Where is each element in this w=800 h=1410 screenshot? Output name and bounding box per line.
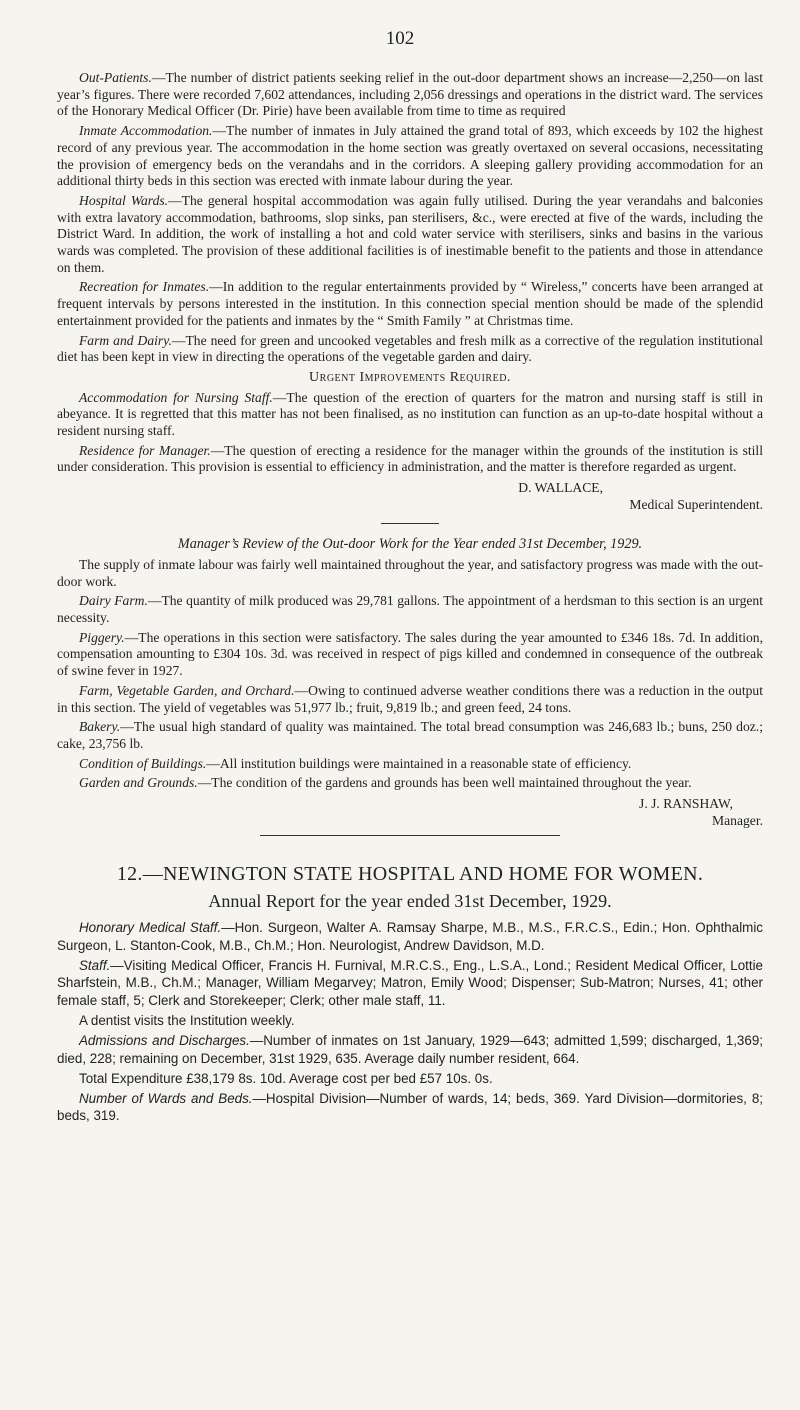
paragraph-heading: Number of Wards and Beds. bbox=[79, 1091, 253, 1107]
paragraph-text: —The number of inmates in July attained the grand total of 893, which exceeds by 102 the highest record of any previous year. The accommodation in the home section was greatly overtaxed on several occasions, necessitating the provision of emergency beds on the verandahs and in the corridors. A sleeping gallery providing accommodation for an additional thirty beds in this section was erected with inmate labour during the year. bbox=[57, 123, 763, 189]
paragraph bbox=[57, 193, 763, 277]
paragraph-text: —All institution buildings were maintained in a reasonable state of efficiency. bbox=[206, 755, 632, 771]
paragraph bbox=[57, 390, 763, 440]
report-part-d bbox=[57, 919, 763, 1124]
paragraph bbox=[57, 957, 763, 1009]
signatory-name: D. WALLACE, bbox=[518, 480, 603, 496]
paragraph-text: —Owing to continued adverse weather conditions there was a reduction in the output in this section. The yield of vegetables was 51,977 lb.; fruit, 9,819 lb.; and green feed, 24 tons. bbox=[57, 682, 763, 715]
signatory-title: Manager. bbox=[712, 813, 763, 829]
paragraph bbox=[57, 775, 763, 792]
paragraph bbox=[57, 919, 763, 954]
paragraph bbox=[57, 1070, 763, 1087]
paragraph bbox=[57, 443, 763, 476]
paragraph-text: —The question of the erection of quarters for the matron and nursing staff is still in abeyance. It is regretted that this matter has not been finalised, as no institution can function as an up-to-date hospital without a resident nursing staff. bbox=[57, 389, 763, 439]
paragraph bbox=[57, 630, 763, 680]
signatory-name: J. J. RANSHAW, bbox=[639, 796, 733, 812]
paragraph bbox=[57, 1012, 763, 1029]
paragraph bbox=[57, 123, 763, 190]
paragraph-heading: Honorary Medical Staff. bbox=[79, 920, 222, 936]
paragraph-text: —The general hospital accommodation was again fully utilised. During the year verandahs and balconies with extra lavatory accommodation, bathrooms, slop sinks, pan sterilisers, &c., were erected at five of the wards, including the District Ward. In addition, the work of installing a hot and cold water service with sterilisers, sinks and basins in the various wards was completed. The provision of these additional facilities is of inestimable benefit to the patients and those in attendance on them. bbox=[57, 192, 763, 275]
paragraph bbox=[57, 70, 763, 120]
paragraph bbox=[57, 1090, 763, 1125]
paragraph-heading: Residence for Manager. bbox=[79, 442, 211, 458]
paragraph-heading: Piggery. bbox=[79, 629, 125, 645]
paragraph-heading: Condition of Buildings. bbox=[79, 755, 207, 771]
paragraph-heading: Dairy Farm. bbox=[79, 593, 148, 609]
paragraph-text: Total Expenditure £38,179 8s. 10d. Average cost per bed £57 10s. 0s. bbox=[79, 1070, 493, 1086]
page-content bbox=[57, 70, 763, 1128]
signature-block bbox=[57, 479, 763, 513]
paragraph-text: —The usual high standard of quality was maintained. The total bread consumption was 246,683 lb.; buns, 250 doz.; cake, 23,756 lb. bbox=[57, 719, 763, 751]
report-part-b bbox=[57, 390, 763, 477]
paragraph bbox=[57, 719, 763, 752]
paragraph-heading: Out-Patients. bbox=[79, 70, 152, 85]
paragraph bbox=[57, 593, 763, 626]
page-number: 102 bbox=[385, 28, 415, 49]
paragraph-heading: Garden and Grounds. bbox=[79, 775, 198, 791]
review-intro: The supply of inmate labour was fairly well maintained throughout the year, and satisfactory progress was made with the out-door work. bbox=[57, 556, 763, 589]
section-divider bbox=[260, 835, 560, 836]
paragraph-heading: Staff. bbox=[79, 958, 111, 974]
paragraph-heading: Farm and Dairy. bbox=[79, 332, 172, 348]
paragraph-heading: Hospital Wards. bbox=[79, 192, 169, 208]
paragraph bbox=[57, 1032, 763, 1067]
signatory-title: Medical Superintendent. bbox=[629, 497, 763, 513]
paragraph bbox=[57, 683, 763, 716]
paragraph-text: A dentist visits the Institution weekly. bbox=[79, 1012, 295, 1028]
paragraph bbox=[57, 756, 763, 773]
paragraph-text: —The question of erecting a residence for the manager within the grounds of the institution is still under consideration. This provision is essential to efficiency in administration, and the matter is therefore regarded as urgent. bbox=[57, 442, 763, 475]
paragraph-text: —Hospital Division—Number of wards, 14; beds, 369. Yard Division—dormitories, 8; beds, 319. bbox=[57, 1091, 763, 1124]
signature-block bbox=[57, 795, 763, 829]
paragraph-text: —Hon. Surgeon, Walter A. Ramsay Sharpe, M.B., M.S., F.R.C.S., Edin.; Hon. Ophthalmic Surgeon, L. Stanton-Cook, M.B., Ch.M.; Hon. Neurologist, Andrew Davidson, M.D. bbox=[57, 920, 764, 953]
paragraph-heading: Recreation for Inmates. bbox=[79, 279, 210, 295]
paragraph-text: —The number of district patients seeking relief in the out-door department shows an increase—2,250—on last year’s figures. There were recorded 7,602 attendances, including 2,056 dressings and operations in the district ward. The services of the Honorary Medical Officer (Dr. Pirie) have been available from time to time as required bbox=[57, 70, 763, 119]
paragraph-heading: Admissions and Discharges. bbox=[79, 1033, 250, 1049]
report-part-a bbox=[57, 70, 763, 366]
urgent-improvements-heading: Urgent Improvements Required. bbox=[309, 369, 511, 385]
paragraph-text: —The operations in this section were satisfactory. The sales during the year amounted to £346 18s. 7d. In addition, compensation amounting to £304 10s. 3d. was received in respect of pigs killed and condemned in consequence of the outbreak of swine fever in 1927. bbox=[57, 629, 763, 679]
paragraph-text: —The condition of the gardens and grounds has been well maintained throughout the year. bbox=[197, 775, 692, 791]
paragraph bbox=[57, 279, 763, 329]
paragraph-text: —Number of inmates on 1st January, 1929—643; admitted 1,599; discharged, 1,369; died, 228; remaining on December, 31st 1929, 635. Average daily number resident, 664. bbox=[57, 1033, 763, 1066]
paragraph bbox=[57, 333, 763, 366]
paragraph-heading: Bakery. bbox=[79, 719, 121, 735]
paragraph-text: —In addition to the regular entertainments provided by “ Wireless,” concerts have been arranged at frequent intervals by persons interested in the institution. In this connection special mention should be made of the splendid entertainment provided for the patients and inmates by the “ Smith Family ” at Christmas time. bbox=[57, 279, 764, 328]
section-divider bbox=[381, 523, 439, 524]
paragraph-heading: Inmate Accommodation. bbox=[79, 123, 213, 139]
review-heading: Manager’s Review of the Out-door Work for the Year ended 31st December, 1929. bbox=[177, 536, 643, 553]
paragraph-text: —The quantity of milk produced was 29,781 gallons. The appointment of a herdsman to this section is an urgent necessity. bbox=[57, 593, 763, 625]
paragraph-heading: Farm, Vegetable Garden, and Orchard. bbox=[79, 682, 295, 698]
paragraph-heading: Accommodation for Nursing Staff. bbox=[79, 389, 273, 405]
section-title: 12.—NEWINGTON STATE HOSPITAL AND HOME FOR WOMEN. bbox=[116, 863, 704, 886]
section-subtitle: Annual Report for the year ended 31st December, 1929. bbox=[208, 890, 612, 911]
paragraph-text: —The need for green and uncooked vegetables and fresh milk as a corrective of the regulation institutional diet has been kept in view in directing the operations of the vegetable garden and dairy. bbox=[57, 332, 763, 365]
report-part-c bbox=[57, 593, 763, 792]
paragraph-text: —Visiting Medical Officer, Francis H. Furnival, M.R.C.S., Eng., L.S.A., Lond.; Resident Medical Officer, Lottie Sharfstein, M.B., Ch.M.; Manager, William Megarvey; Matron, Emily Wood; Dispenser; Sub-Matron; Nurses, 41; other female staff, 5; Clerk and Storekeeper; Clerk; other male staff, 11. bbox=[57, 958, 763, 1008]
